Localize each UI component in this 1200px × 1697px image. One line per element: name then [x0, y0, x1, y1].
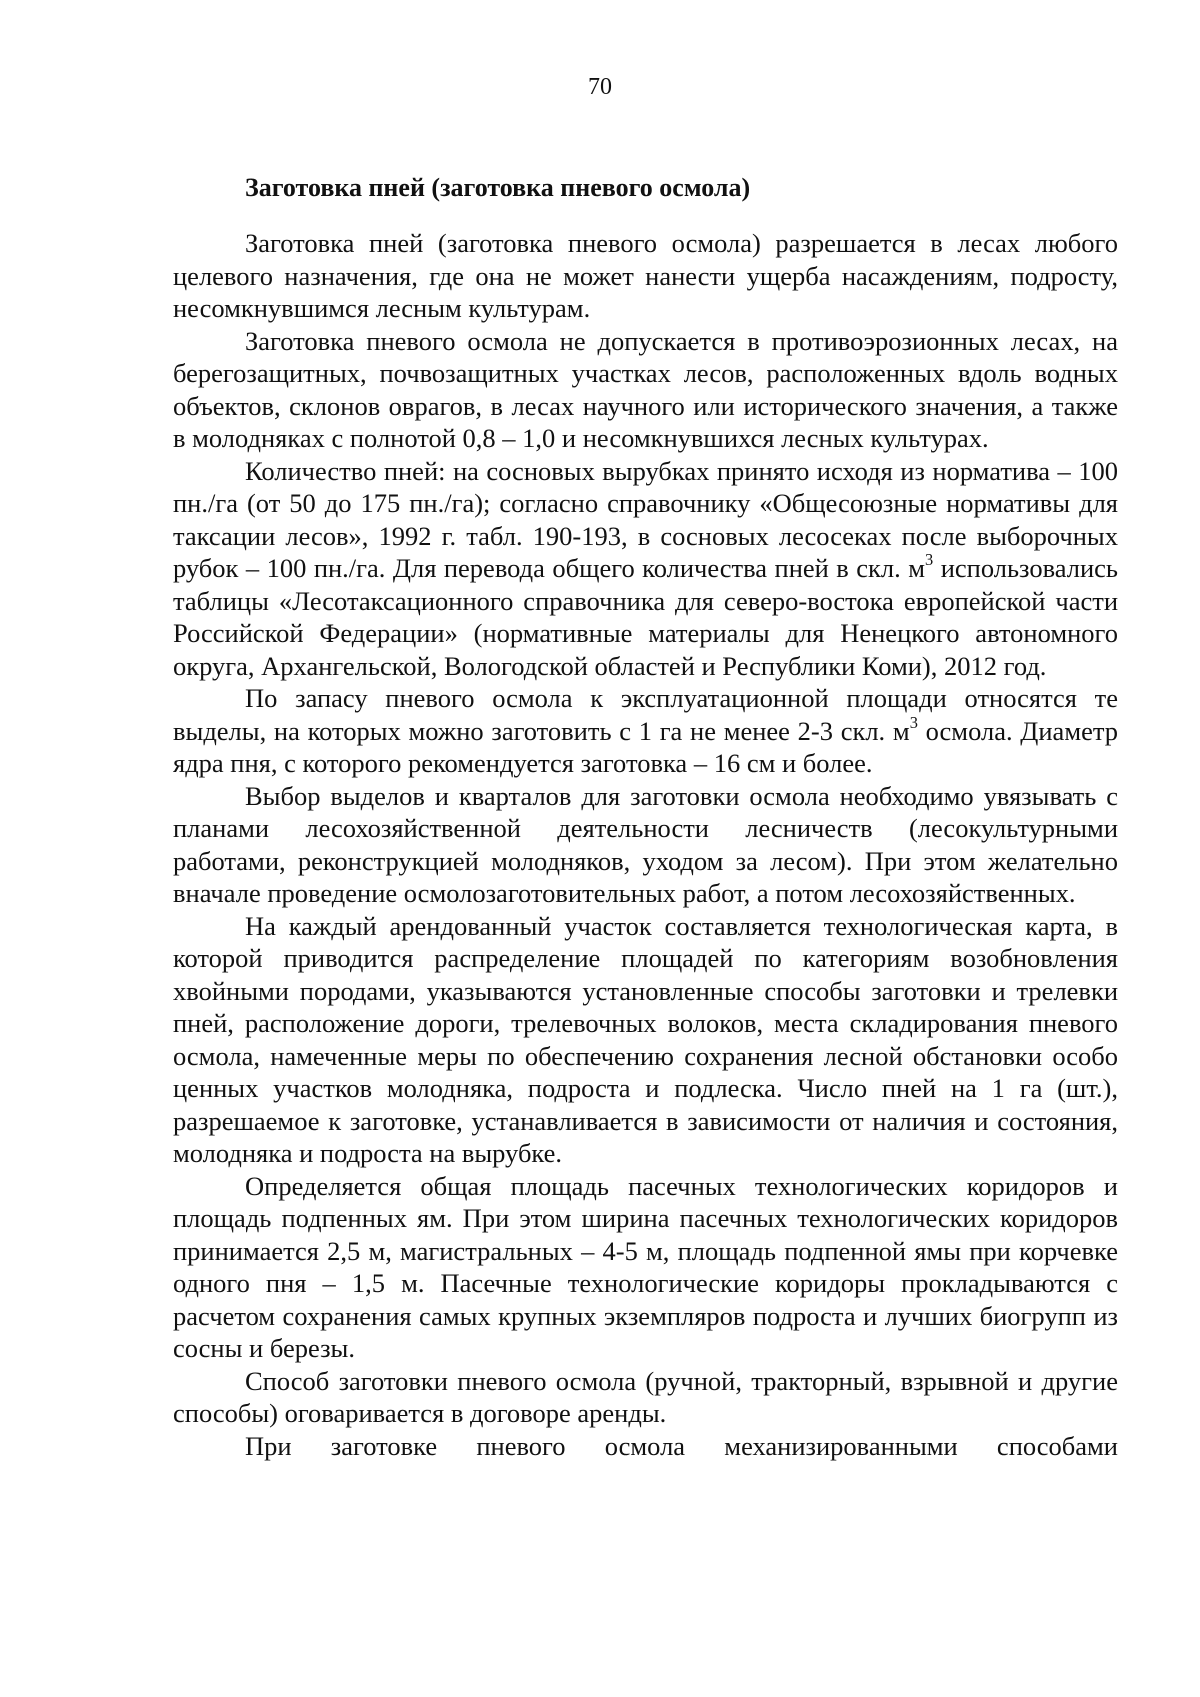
paragraph-4-text-b: осмола. Диаметр ядра пня, с которого рекомендуется заготовка – 16 см и более. [173, 715, 1119, 778]
document-body [173, 227, 1118, 1462]
page-number: 70 [588, 74, 612, 100]
paragraph-7: Определяется общая площадь пасечных технологических коридоров и площадь подпенных ям. При этом ширина пасечных технологических коридоров принимается 2,5 м, магистральных – 4-5 м, площадь подпенной ямы при корчевке одного пня – 1,5 м. Пасечные технологические коридоры прокладываются с расчетом сохранения самых крупных экземпляров подроста и лучших биогрупп из сосны и березы. [173, 1170, 1118, 1363]
paragraph-4-text-a: По запасу пневого осмола к эксплуатационной площади относятся те выделы, на которых можно заготовить с 1 га не менее 2-3 скл. м [173, 683, 1118, 746]
paragraph-4 [173, 682, 1118, 780]
paragraph-2: Заготовка пневого осмола не допускается в противоэрозионных лесах, на берегозащитных, почвозащитных участках лесов, расположенных вдоль водных объектов, склонов оврагов, в лесах научного или исторического значения, а также в молодняках с полнотой 0,8 – 1,0 и несомкнувшихся лесных культурах. [173, 325, 1118, 453]
paragraph-3 [173, 455, 1118, 683]
superscript-cubic: 3 [909, 712, 918, 732]
paragraph-6: На каждый арендованный участок составляется технологическая карта, в которой приводится распределение площадей по категориям возобновления хвойными породами, указываются установленные способы заготовки и трелевки пней, расположение дороги, трелевочных волоков, места складирования пневого осмола, намеченные меры по обеспечению сохранения лесной обстановки особо ценных участков молодняка, подроста и подлеска. Число пней на 1 га (шт.), разрешаемое к заготовке, устанавливается в зависимости от наличия и состояния, молодняка и подроста на вырубке. [173, 910, 1118, 1168]
section-title: Заготовка пней (заготовка пневого осмола) [245, 173, 751, 202]
superscript-cubic: 3 [925, 550, 934, 570]
paragraph-5: Выбор выделов и кварталов для заготовки осмола необходимо увязывать с планами лесохозяйственной деятельности лесничеств (лесокультурными работами, реконструкцией молодняков, уходом за лесом). При этом желательно вначале проведение осмолозаготовительных работ, а потом лесохозяйственных. [173, 780, 1118, 908]
paragraph-1: Заготовка пней (заготовка пневого осмола) разрешается в лесах любого целевого назначения, где она не может нанести ущерба насаждениям, подросту, несомкнувшимся лесным культурам. [173, 228, 1118, 323]
paragraph-3-text-b: использовались таблицы «Лесотаксационного справочника для северо-востока европейской части Российской Федерации» (нормативные материалы для Ненецкого автономного округа, Архангельской, Вологодской областей и Республики Коми), 2012 год. [173, 553, 1118, 681]
paragraph-3-text-a: Количество пней: на сосновых вырубках принято исходя из норматива – 100 пн./га (от 50 до 175 пн./га); согласно справочнику «Общесоюзные нормативы для таксации лесов», 1992 г. табл. 190-193, в сосновых лесосеках после выборочных рубок – 100 пн./га. Для перевода общего количества пней в скл. м [173, 455, 1118, 583]
paragraph-8: Способ заготовки пневого осмола (ручной, тракторный, взрывной и другие способы) оговаривается в договоре аренды. [173, 1365, 1118, 1428]
paragraph-9: При заготовке пневого осмола механизированными способами [245, 1430, 1118, 1461]
